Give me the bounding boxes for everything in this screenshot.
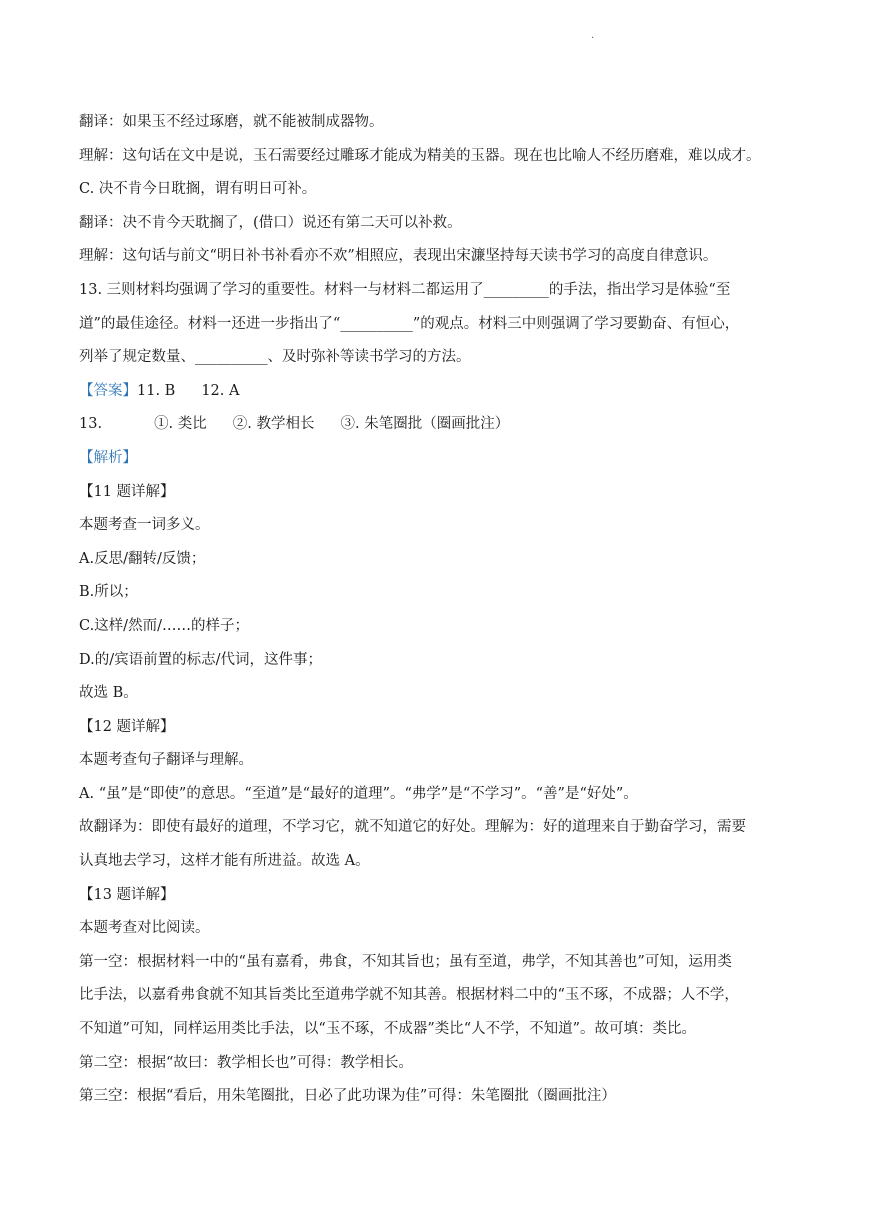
analysis-tag-line xyxy=(79,447,799,481)
text-line: 本题考查一词多义。 xyxy=(79,517,210,534)
answer-q12: 12. A xyxy=(201,382,240,399)
text-line: 第三空：根据“看后，用朱笔圈批，日必了此功课为佳”可得：朱笔圈批（圈画批注） xyxy=(79,1088,616,1105)
answer-q13-a3: ③. 朱笔圈批（圈画批注） xyxy=(340,416,510,433)
question-13-line: 列举了规定数量、__________、及时弥补等读书学习的方法。 xyxy=(79,349,471,366)
text-line: D.的/宾语前置的标志/代词，这件事； xyxy=(79,651,322,668)
text-line: B.所以； xyxy=(79,584,138,601)
text-line: 理解：这句话与前文“明日补书补看亦不欢”相照应，表现出宋濂坚持每天读书学习的高度自律意识。 xyxy=(79,248,718,265)
section-heading-12: 【12 题详解】 xyxy=(79,718,175,735)
text-line: 比手法，以嘉肴弗食就不知其旨类比至道弗学就不知其善。根据材料二中的“玉不琢，不成器；人不学， xyxy=(79,987,739,1004)
answer-q11: 11. B xyxy=(137,382,176,399)
question-13-line: 13. 三则材料均强调了学习的重要性。材料一与材料二都运用了_________的手法，指出学习是体验“至 xyxy=(79,281,731,298)
text-line: C.这样/然而/……的样子； xyxy=(79,617,249,634)
page-mark: . xyxy=(591,30,595,41)
text-line: 理解：这句话在文中是说，玉石需要经过雕琢才能成为精美的玉器。现在也比喻人不经历磨难，难以成才。 xyxy=(79,147,761,164)
answer-line xyxy=(79,380,799,414)
text-line: 本题考查句子翻译与理解。 xyxy=(79,752,253,769)
text-line: 故选 B。 xyxy=(79,685,138,702)
text-line: A.反思/翻转/反馈； xyxy=(79,550,206,567)
question-13-line: 道”的最佳途径。材料一还进一步指出了“__________”的观点。材料三中则强调了学习要勤奋、有恒心， xyxy=(79,315,740,332)
document-body xyxy=(79,111,799,1119)
text-line: 本题考查对比阅读。 xyxy=(79,920,210,937)
text-line: 认真地去学习，这样才能有所进益。故选 A。 xyxy=(79,853,370,870)
answer-q13-a2: ②. 教学相长 xyxy=(232,416,315,433)
text-line: 第二空：根据“故曰：教学相长也”可得：教学相长。 xyxy=(79,1054,413,1071)
section-heading-13: 【13 题详解】 xyxy=(79,886,175,903)
text-line: 第一空：根据材料一中的“虽有嘉肴，弗食，不知其旨也；虽有至道，弗学，不知其善也”可知，运用类 xyxy=(79,953,732,970)
section-heading-11: 【11 题详解】 xyxy=(79,483,175,500)
text-line: 不知道”可知，同样运用类比手法，以“玉不琢，不成器”类比“人不学，不知道”。故可填：类比。 xyxy=(79,1021,697,1038)
answer-q13-line xyxy=(79,413,799,447)
text-line: C. 决不肯今日耽搁，谓有明日可补。 xyxy=(79,181,317,198)
answer-q13-num: 13. xyxy=(79,416,103,433)
text-line: 翻译：如果玉不经过琢磨，就不能被制成器物。 xyxy=(79,114,384,130)
answer-tag: 【答案】 xyxy=(79,382,137,399)
text-line: 翻译：决不肯今天耽搁了，(借口）说还有第二天可以补救。 xyxy=(79,214,462,231)
text-line: A. “虽”是“即使”的意思。“至道”是“最好的道理”。“弗学”是“不学习”。“善”是“好处”。 xyxy=(79,785,638,802)
answer-q13-a1: ①. 类比 xyxy=(154,416,207,433)
analysis-tag: 【解析】 xyxy=(79,449,137,466)
text-line: 故翻译为：即使有最好的道理，不学习它，就不知道它的好处。理解为：好的道理来自于勤奋学习，需要 xyxy=(79,819,746,836)
